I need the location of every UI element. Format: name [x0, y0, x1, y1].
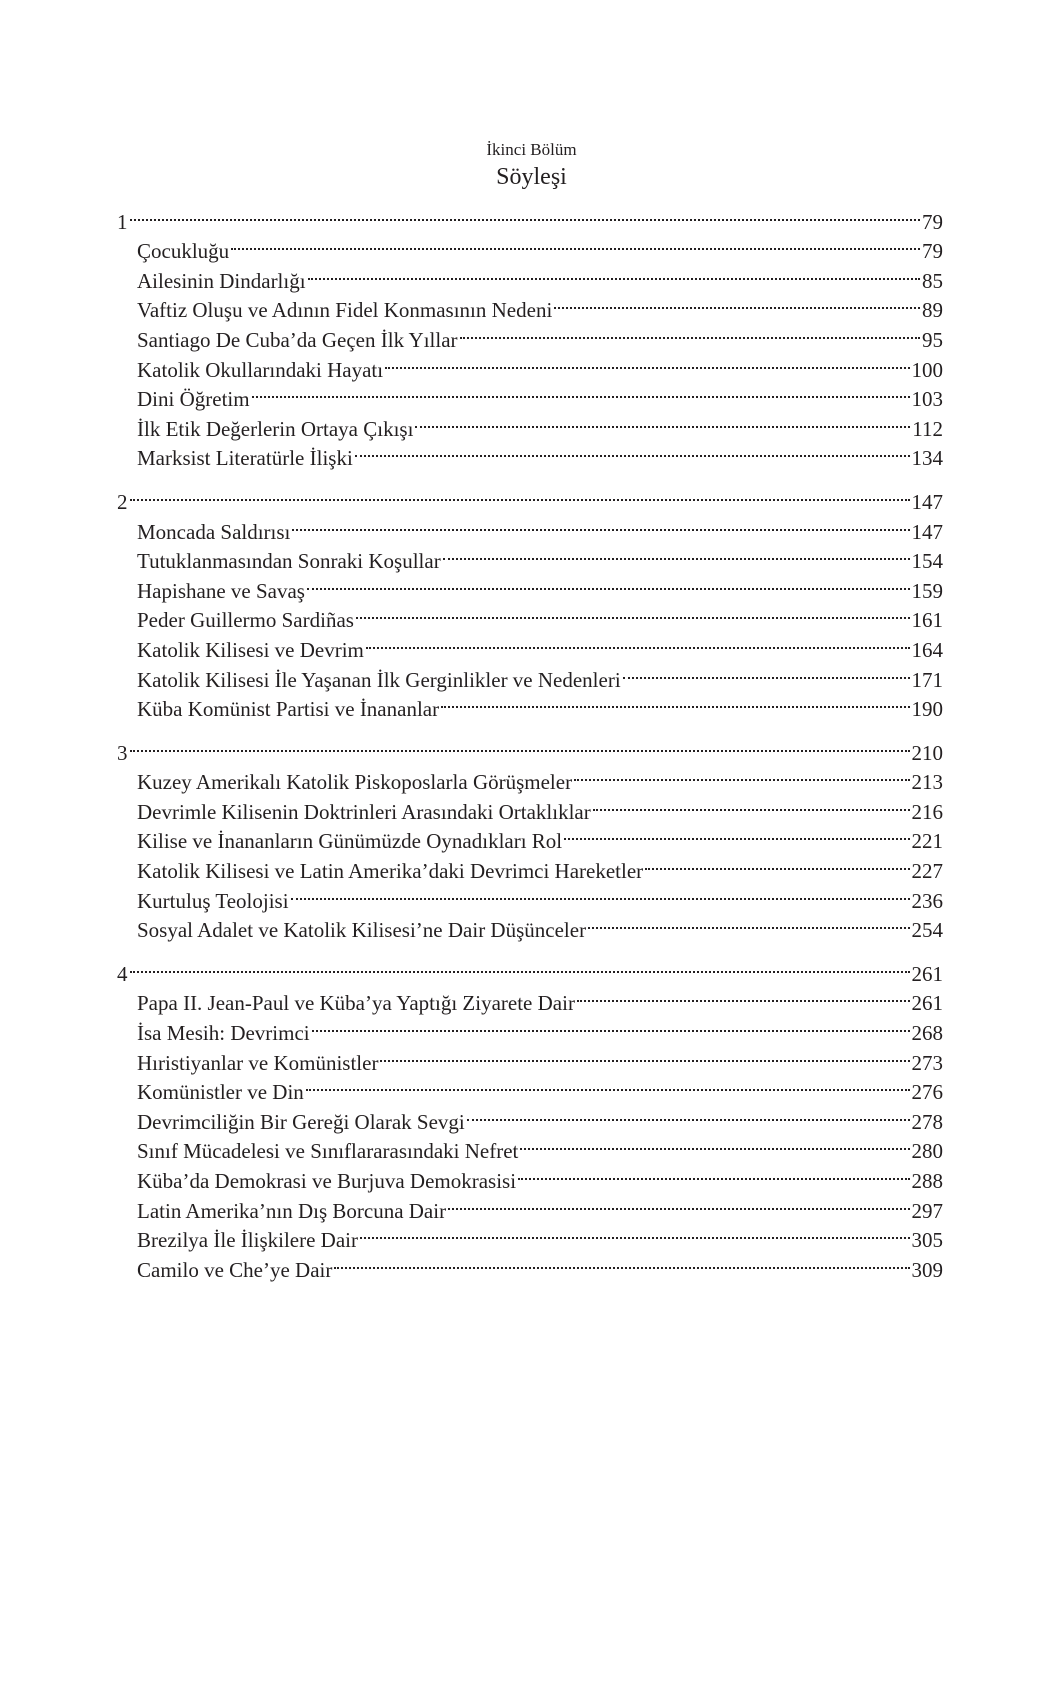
page-number: 268	[911, 1021, 943, 1046]
dot-leader	[448, 1188, 909, 1218]
entry-title: İlk Etik Değerlerin Ortaya Çıkışı	[137, 416, 414, 441]
entry-title: Ailesinin Dindarlığı	[137, 268, 306, 293]
page-number: 273	[911, 1050, 943, 1075]
dot-leader	[366, 627, 910, 657]
dot-leader	[360, 1218, 910, 1248]
dot-leader	[291, 878, 910, 908]
entry-title: Camilo ve Che’ye Dair	[137, 1257, 333, 1282]
dot-leader	[623, 657, 910, 687]
page-number: 261	[911, 961, 943, 986]
dot-leader	[441, 687, 909, 717]
dot-leader	[252, 377, 910, 407]
entry-title: Hıristiyanlar ve Komünistler	[137, 1050, 379, 1075]
dot-leader	[312, 1010, 910, 1040]
dot-leader	[130, 951, 910, 981]
dot-leader	[380, 1040, 909, 1070]
dot-leader	[467, 1099, 910, 1129]
toc-section-heading	[117, 199, 943, 234]
page-number: 95	[922, 327, 943, 352]
dot-leader	[385, 347, 909, 377]
page-number: 254	[911, 918, 943, 943]
toc-entry	[117, 258, 943, 293]
entry-title: Küba Komünist Partisi ve İnananlar	[137, 697, 440, 722]
page-number: 221	[911, 829, 943, 854]
entry-title: Moncada Saldırısı	[137, 519, 291, 544]
toc-section	[117, 199, 943, 471]
page-number: 276	[911, 1080, 943, 1105]
toc-entry	[117, 981, 943, 1016]
page-number: 147	[911, 519, 943, 544]
page-number: 216	[911, 799, 943, 824]
dot-leader	[588, 908, 909, 938]
page-number: 79	[922, 239, 943, 264]
dot-leader	[554, 288, 920, 318]
page-number: 161	[911, 608, 943, 633]
dot-leader	[577, 981, 910, 1011]
entry-title: Katolik Kilisesi ve Devrim	[137, 637, 364, 662]
entry-title: Küba’da Demokrasi ve Burjuva Demokrasisi	[137, 1169, 517, 1193]
entry-title: Devrimle Kilisenin Doktrinleri Arasındaki Ortaklıklar	[137, 799, 591, 824]
entry-title: Marksist Literatürle İlişki	[137, 446, 353, 471]
entry-title: Dini Öğretim	[137, 387, 250, 412]
page-number: 89	[922, 298, 943, 323]
entry-title: Kilise ve İnananların Günümüzde Oynadıkları Rol	[137, 829, 563, 854]
entry-title: Vaftiz Oluşu ve Adının Fidel Konmasının Nedeni	[137, 298, 553, 323]
toc-section-heading	[117, 730, 943, 765]
section-number: 2	[117, 489, 128, 514]
page-number: 112	[912, 416, 943, 441]
page-number: 305	[911, 1228, 943, 1253]
dot-leader	[520, 1129, 909, 1159]
dot-leader	[307, 568, 910, 598]
page-number: 171	[911, 667, 943, 692]
entry-title: Kurtuluş Teolojisi	[137, 888, 289, 913]
dot-leader	[415, 406, 910, 436]
dot-leader	[292, 509, 909, 539]
dot-leader	[443, 539, 910, 569]
page-number: 190	[911, 697, 943, 722]
dot-leader	[355, 436, 910, 466]
page-number: 85	[922, 268, 943, 293]
dot-leader	[306, 1070, 910, 1100]
entry-title: Devrimciliğin Bir Gereği Olarak Sevgi	[137, 1109, 465, 1134]
dot-leader	[356, 598, 910, 628]
entry-title: Hapishane ve Savaş	[137, 578, 305, 603]
dot-leader	[564, 819, 909, 849]
page-number: 227	[911, 859, 943, 884]
page-number: 210	[911, 740, 943, 765]
page-number: 297	[911, 1198, 943, 1223]
toc-section	[117, 951, 943, 1282]
dot-leader	[308, 258, 920, 288]
chapter-title: Söyleşi	[496, 164, 567, 190]
section-number: 4	[117, 961, 128, 986]
page-number: 261	[911, 991, 943, 1016]
page-number: 100	[911, 357, 943, 382]
dot-leader	[518, 1158, 909, 1188]
page-number: 278	[911, 1109, 943, 1134]
page-number: 309	[911, 1257, 943, 1282]
dot-leader	[130, 730, 910, 760]
entry-title: İsa Mesih: Devrimci	[137, 1021, 310, 1046]
page-number: 164	[911, 637, 943, 662]
page-number: 134	[911, 446, 943, 471]
entry-title: Papa II. Jean-Paul ve Küba’ya Yaptığı Ziyarete Dair	[137, 991, 575, 1016]
toc-section	[117, 479, 943, 722]
toc-section	[117, 730, 943, 943]
toc-section-heading	[117, 951, 943, 986]
page-number: 288	[911, 1169, 943, 1193]
dot-leader	[130, 199, 921, 229]
entry-title: Katolik Okullarındaki Hayatı	[137, 357, 384, 382]
page-number: 147	[911, 489, 943, 514]
page-number: 236	[911, 888, 943, 913]
toc-entry	[117, 229, 943, 264]
table-of-contents	[117, 199, 943, 1291]
entry-title: Katolik Kilisesi ve Latin Amerika’daki Devrimci Hareketler	[137, 859, 644, 884]
dot-leader	[574, 760, 909, 790]
entry-title: Brezilya İle İlişkilere Dair	[137, 1228, 358, 1253]
toc-entry	[117, 760, 943, 795]
page-number: 154	[911, 549, 943, 574]
section-number: 1	[117, 209, 128, 234]
dot-leader	[460, 317, 920, 347]
page-number: 213	[911, 770, 943, 795]
dot-leader	[334, 1247, 909, 1277]
dot-leader	[645, 848, 909, 878]
entry-title: Latin Amerika’nın Dış Borcuna Dair	[137, 1198, 447, 1223]
entry-title: Kuzey Amerikalı Katolik Piskoposlarla Görüşmeler	[137, 770, 573, 795]
page-number: 79	[922, 209, 943, 234]
dot-leader	[130, 479, 910, 509]
section-number: 3	[117, 740, 128, 765]
part-heading: İkinci Bölüm	[486, 140, 577, 159]
entry-title: Santiago De Cuba’da Geçen İlk Yıllar	[137, 327, 458, 352]
entry-title: Katolik Kilisesi İle Yaşanan İlk Gerginlikler ve Nedenleri	[137, 667, 621, 692]
entry-title: Çocukluğu	[137, 239, 230, 264]
dot-leader	[593, 789, 910, 819]
dot-leader	[231, 229, 920, 259]
toc-section-heading	[117, 479, 943, 514]
entry-title: Peder Guillermo Sardiñas	[137, 608, 354, 633]
entry-title: Komünistler ve Din	[137, 1080, 304, 1105]
page-number: 103	[911, 387, 943, 412]
entry-title: Sınıf Mücadelesi ve Sınıflararasındaki Nefret	[137, 1139, 519, 1164]
entry-title: Tutuklanmasından Sonraki Koşullar	[137, 549, 441, 574]
page-number: 159	[911, 578, 943, 603]
page-number: 280	[911, 1139, 943, 1164]
toc-entry	[117, 509, 943, 544]
entry-title: Sosyal Adalet ve Katolik Kilisesi’ne Dair Düşünceler	[137, 918, 587, 943]
